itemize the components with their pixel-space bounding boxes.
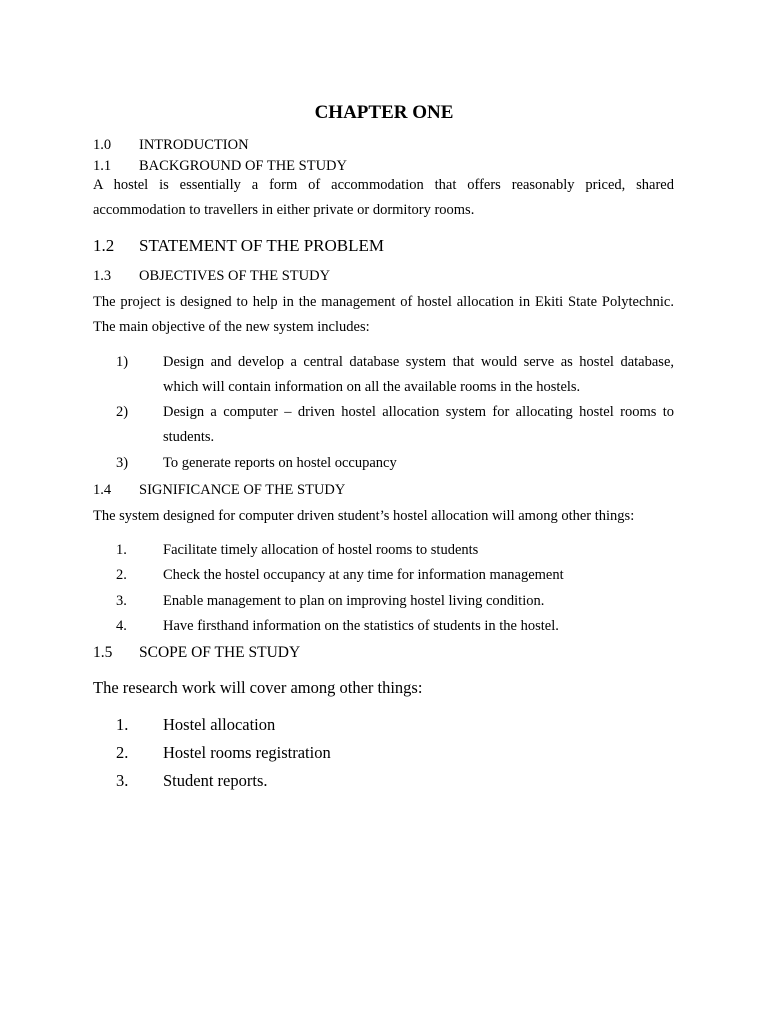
scope-item-text: Student reports. [163,771,268,790]
significance-item-marker: 4. [116,618,127,634]
scope-item-text: Hostel rooms registration [163,743,331,762]
section-number-scope: 1.5 [93,644,113,661]
scope-item-text: Hostel allocation [163,715,276,734]
section-number-background: 1.1 [93,158,112,174]
section-title-background: BACKGROUND OF THE STUDY [139,158,347,174]
section-title-scope: SCOPE OF THE STUDY [139,644,301,661]
significance-item-text: Facilitate timely allocation of hostel rooms to students [163,542,479,558]
significance-item-marker: 1. [116,542,127,558]
scope-item-marker: 3. [116,771,129,790]
section-number-objectives: 1.3 [93,268,112,284]
objectives-item-text: To generate reports on hostel occupancy [163,455,397,471]
section-title-objectives: OBJECTIVES OF THE STUDY [139,268,331,284]
section-title-problem: STATEMENT OF THE PROBLEM [139,236,385,255]
scope-paragraph: The research work will cover among other things: [93,678,423,697]
significance-item-text: Check the hostel occupancy at any time for information management [163,567,564,583]
significance-item-text: Enable management to plan on improving hostel living condition. [163,593,545,609]
objectives-item-marker: 1) [116,354,129,370]
section-title-intro: INTRODUCTION [139,137,249,153]
significance-item-text: Have firsthand information on the statistics of students in the hostel. [163,618,559,634]
objectives-item-text: Design a computer – driven hostel allocation system for allocating hostel rooms to students. [163,404,674,445]
objectives-paragraph: The project is designed to help in the management of hostel allocation in Ekiti State Polytechnic. The main objective of the new system includes: [93,294,674,335]
significance-item-marker: 2. [116,567,127,583]
section-number-intro: 1.0 [93,137,112,153]
chapter-title: CHAPTER ONE [314,102,454,123]
significance-item-marker: 3. [116,593,127,609]
objectives-item-text: Design and develop a central database system that would serve as hostel database, which will contain information on all the available rooms in the hostels. [163,354,674,395]
significance-paragraph: The system designed for computer driven student’s hostel allocation will among other things: [93,508,635,524]
objectives-item-marker: 3) [116,455,129,471]
section-title-significance: SIGNIFICANCE OF THE STUDY [139,482,346,498]
scope-item-marker: 1. [116,715,129,734]
background-paragraph: A hostel is essentially a form of accommodation that offers reasonably priced, shared accommodation to travellers in either private or dormitory rooms. [93,177,674,218]
objectives-item-marker: 2) [116,404,129,420]
section-number-significance: 1.4 [93,482,112,498]
section-number-problem: 1.2 [93,236,115,255]
scope-item-marker: 2. [116,743,129,762]
